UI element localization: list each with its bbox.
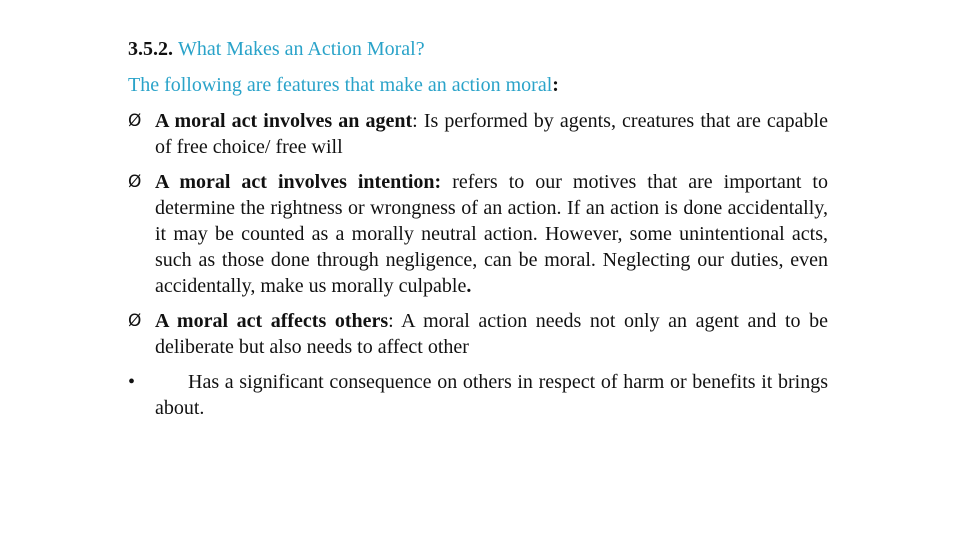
bullet-body: : A moral action needs not only an agent and to be deliberate but also needs to affect other — [155, 310, 828, 358]
bullet-item-others — [128, 308, 828, 360]
bullet-lead: A moral act involves an agent — [155, 110, 413, 132]
bullet-item-consequence — [128, 369, 828, 421]
bullet-end: . — [466, 275, 472, 297]
bullet-body: : Is performed by agents, creatures that are capable of free choice/ free will — [155, 110, 828, 158]
intro-line — [128, 72, 828, 98]
bullet-lead: A moral act involves intention: — [155, 171, 442, 193]
slide-content — [128, 36, 828, 430]
section-title: What Makes an Action Moral? — [178, 38, 425, 60]
bullet-item-agent — [128, 108, 828, 160]
bullet-item-intention — [128, 169, 828, 299]
intro-colon: : — [552, 74, 559, 96]
arrow-bullet-icon: Ø — [128, 311, 142, 331]
arrow-bullet-icon: Ø — [128, 111, 142, 131]
intro-text: The following are features that make an action moral — [128, 74, 553, 96]
bullet-body: refers to our motives that are important to determine the rightness or wrongness of an action. If an action is done accidentally, it may be counted as a morally neutral action. However, some unintentional acts, such as those done through negligence, can be moral. Neglecting our duties, even accidentally, make us morally culpable — [155, 171, 828, 297]
arrow-bullet-icon: Ø — [128, 172, 142, 192]
bullet-lead: A moral act affects others — [155, 310, 389, 332]
section-heading — [128, 36, 828, 62]
dot-bullet-icon: • — [128, 371, 136, 393]
section-number: 3.5.2. — [128, 38, 178, 60]
bullet-body: Has a significant consequence on others in respect of harm or benefits it brings about. — [155, 371, 828, 419]
